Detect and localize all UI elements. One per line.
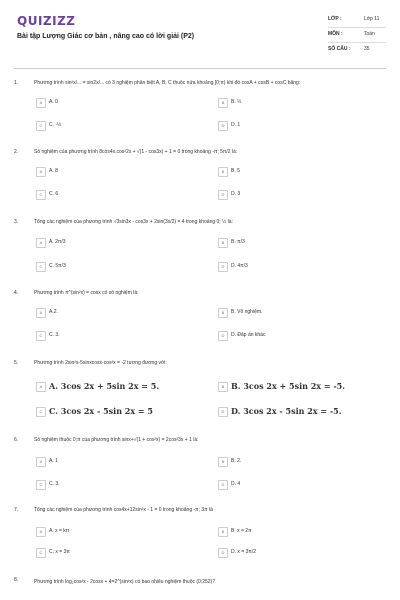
- question-text: Số nghiệm của phương trình 8cos4x.cos²2x + √(1 - cos3x) + 1 = 0 trong khoảng -π; 5π/2 là:: [34, 149, 238, 155]
- question-number: 5.: [14, 360, 19, 366]
- option-d[interactable]: [218, 331, 378, 343]
- question-text: Phương trình log₂cos²x - 2cosx + 4=2^(sin²x) có bao nhiêu nghiệm thuộc (0;252)?: [34, 579, 216, 585]
- question-8: [14, 577, 386, 597]
- option-a[interactable]: [36, 527, 196, 539]
- option-text: D. 3cos 2x - 5sin 2x = -5.: [231, 406, 342, 416]
- class-value: Lớp 11: [364, 16, 380, 22]
- option-letter-box: A: [36, 527, 46, 537]
- option-letter-box: D: [218, 190, 228, 200]
- question-text: Tổng các nghiệm của phương trình √3sin3x - cos3x + 2sin(3x/2) = 4 trong khoảng 0; ½ là:: [34, 219, 233, 225]
- question-count-value: 35: [364, 46, 370, 52]
- question-number: 2.: [14, 149, 19, 155]
- question-5: [14, 360, 386, 424]
- option-text: B. Vô nghiệm.: [231, 309, 263, 315]
- question-text: Phương trình sin²x/... = sin2x/... có 3 nghiệm phân biệt A, B, C thuộc nửa khoảng [0;π) khi đó cosA + cosB + cosC bằng:: [34, 80, 301, 86]
- option-text: B. ½: [231, 99, 242, 105]
- question-number: 7.: [14, 507, 19, 513]
- option-a[interactable]: [36, 382, 196, 394]
- option-text: B. π/3: [231, 239, 245, 245]
- option-letter-box: C: [36, 480, 46, 490]
- option-text: B. 2.: [231, 458, 242, 464]
- option-text: B. 3cos 2x + 5sin 2x = -5.: [231, 381, 345, 391]
- class-label: LỚP :: [328, 16, 342, 22]
- divider: [328, 42, 386, 43]
- option-b[interactable]: [218, 308, 378, 320]
- option-letter-box: C: [36, 331, 46, 341]
- option-a[interactable]: [36, 167, 196, 179]
- option-d[interactable]: [218, 190, 378, 202]
- option-c[interactable]: [36, 480, 196, 492]
- option-a[interactable]: [36, 457, 196, 469]
- option-b[interactable]: [218, 167, 378, 179]
- option-b[interactable]: [218, 238, 378, 250]
- question-1: [14, 80, 386, 140]
- option-text: D. 4: [231, 481, 241, 487]
- option-a[interactable]: [36, 308, 196, 320]
- option-text: A. 2π/3: [49, 239, 66, 245]
- question-number: 3.: [14, 219, 19, 225]
- option-text: D. 1: [231, 122, 241, 128]
- option-letter-box: A: [36, 308, 46, 318]
- option-letter-box: B: [218, 382, 228, 392]
- option-letter-box: C: [36, 262, 46, 272]
- option-c[interactable]: [36, 190, 196, 202]
- option-letter-box: B: [218, 457, 228, 467]
- option-d[interactable]: [218, 262, 378, 274]
- option-text: A. 8: [49, 168, 58, 174]
- option-letter-box: B: [218, 238, 228, 248]
- question-number: 1.: [14, 80, 19, 86]
- question-6: [14, 437, 386, 497]
- option-c[interactable]: [36, 331, 196, 343]
- subject-value: Toán: [364, 31, 375, 37]
- option-c[interactable]: [36, 262, 196, 274]
- option-letter-box: D: [218, 331, 228, 341]
- option-letter-box: A: [36, 457, 46, 467]
- option-letter-box: A: [36, 382, 46, 392]
- option-b[interactable]: [218, 527, 378, 539]
- option-b[interactable]: [218, 457, 378, 469]
- option-letter-box: C: [36, 190, 46, 200]
- option-letter-box: D: [218, 480, 228, 490]
- divider: [328, 27, 386, 28]
- question-count-label: SỐ CÂU :: [328, 46, 351, 52]
- option-text: D. x = 3π/2: [231, 549, 256, 555]
- option-letter-box: D: [218, 121, 228, 131]
- option-letter-box: A: [36, 98, 46, 108]
- question-7: [14, 507, 386, 567]
- option-text: D. 3: [231, 191, 241, 197]
- option-letter-box: B: [218, 527, 228, 537]
- option-d[interactable]: [218, 548, 378, 560]
- option-d[interactable]: [218, 121, 378, 133]
- option-text: A. 1: [49, 458, 58, 464]
- option-a[interactable]: [36, 238, 196, 250]
- option-text: B. 5: [231, 168, 240, 174]
- question-number: 8.: [14, 577, 19, 583]
- option-c[interactable]: [36, 548, 196, 560]
- option-d[interactable]: [218, 480, 378, 492]
- option-text: C. 5π/3: [49, 263, 66, 269]
- option-text: C. 3.: [49, 332, 60, 338]
- option-letter-box: C: [36, 407, 46, 417]
- option-a[interactable]: [36, 98, 196, 110]
- option-letter-box: C: [36, 548, 46, 558]
- option-text: D. 4π/3: [231, 263, 248, 269]
- option-text: C. 3cos 2x - 5sin 2x = 5: [49, 406, 153, 416]
- question-number: 6.: [14, 437, 19, 443]
- option-letter-box: D: [218, 407, 228, 417]
- question-text: Phương trình 2sin²x-5sinxcosx-cos²x = -2 tương đương với:: [34, 360, 167, 366]
- option-text: C. 3.: [49, 481, 60, 487]
- option-c[interactable]: [36, 121, 196, 133]
- option-text: A. x = kπ: [49, 528, 70, 534]
- option-c[interactable]: [36, 407, 196, 419]
- option-text: A.2.: [49, 309, 58, 315]
- option-letter-box: D: [218, 548, 228, 558]
- option-letter-box: B: [218, 98, 228, 108]
- option-text: C. x = 3π: [49, 549, 70, 555]
- option-b[interactable]: [218, 98, 378, 110]
- option-letter-box: A: [36, 238, 46, 248]
- option-letter-box: A: [36, 167, 46, 177]
- header-divider: [14, 68, 386, 69]
- subject-label: MÔN :: [328, 31, 343, 37]
- question-3: [14, 219, 386, 279]
- question-text: Số nghiệm thuộc 0;π của phương trình sinx+√(1 + cos²x) = 2cos²3x + 1 là:: [34, 437, 199, 443]
- document-title: Bài tập Lượng Giác cơ bản , nâng cao có lời giải (P2): [17, 33, 195, 40]
- question-text: Phương trình π^(sin²x) = cosx có số nghiệm là:: [34, 290, 139, 296]
- document-header: [0, 0, 400, 70]
- question-number: 4.: [14, 290, 19, 296]
- option-b[interactable]: [218, 382, 378, 394]
- option-letter-box: B: [218, 167, 228, 177]
- option-text: A. 0: [49, 99, 58, 105]
- option-text: D. Đáp án khác: [231, 332, 266, 338]
- question-2: [14, 149, 386, 209]
- question-text: Tổng các nghiệm của phương trình cos4x+12sin²x - 1 = 0 trong khoảng -π; 3π là: [34, 507, 213, 513]
- question-4: [14, 290, 386, 350]
- option-text: A. 3cos 2x + 5sin 2x = 5.: [49, 381, 160, 391]
- option-text: C. -½: [49, 122, 62, 128]
- option-letter-box: B: [218, 308, 228, 318]
- option-d[interactable]: [218, 407, 378, 419]
- quizizz-logo: QUIZIZZ: [17, 14, 76, 28]
- option-letter-box: D: [218, 262, 228, 272]
- option-text: C. 6: [49, 191, 59, 197]
- option-text: B. x = 2π: [231, 528, 252, 534]
- option-letter-box: C: [36, 121, 46, 131]
